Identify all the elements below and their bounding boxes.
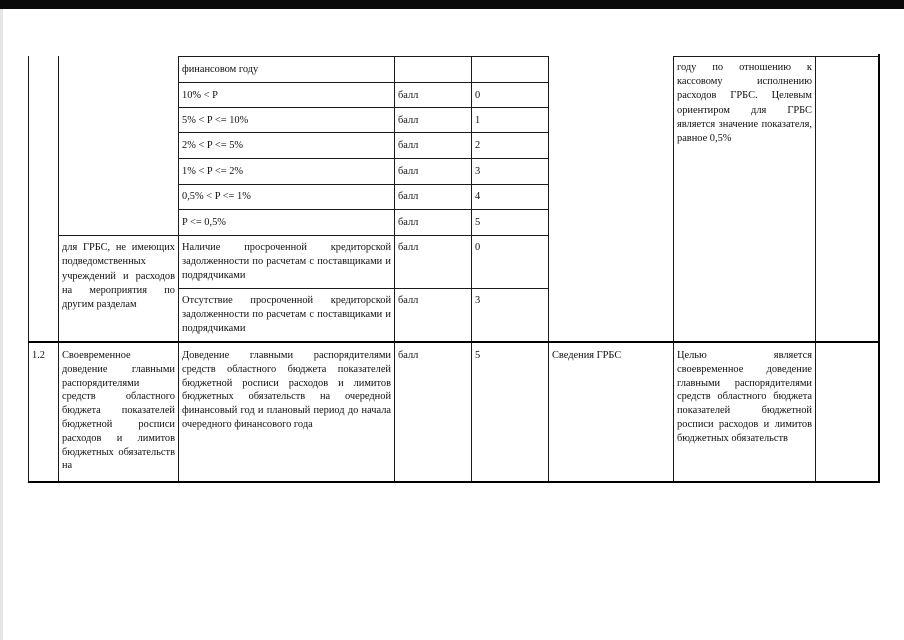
condition-cell: финансовом году <box>182 64 259 75</box>
grid-line <box>178 132 549 133</box>
unit-cell: балл <box>398 115 419 126</box>
grid-line <box>178 158 549 159</box>
unit-cell: балл <box>398 217 419 228</box>
unit-cell: балл <box>398 350 419 361</box>
grid-line <box>28 56 29 483</box>
unit-cell: балл <box>398 191 419 202</box>
row-number-cell: 1.2 <box>32 350 45 361</box>
grbs-note-cell: для ГРБС, не имеющих подведомственных учреждений и расходов на мероприятия по другим разделам <box>62 242 175 311</box>
grid-line <box>548 56 549 483</box>
grid-line <box>178 107 549 108</box>
score-cell: 0 <box>475 242 481 253</box>
comment-cell: году по отношению к кассовому исполнению расходов ГРБС. Целевым ориентиром для ГРБС является значение показателя, равное 0,5% <box>677 62 812 145</box>
score-cell: 5 <box>475 350 481 361</box>
condition-cell: 0,5% < P <= 1% <box>182 191 251 202</box>
grid-line <box>28 481 880 483</box>
unit-cell: балл <box>398 140 419 151</box>
unit-cell: балл <box>398 90 419 101</box>
score-cell: 4 <box>475 191 481 202</box>
comment-cell: Целью является своевременное доведение главными распорядителями средств областного бюджета показателей бюджетной росписи расходов и лимитов бюджетных обязательств <box>677 350 812 444</box>
grid-line <box>178 56 549 57</box>
grid-line <box>673 56 879 57</box>
condition-cell: 2% < P <= 5% <box>182 140 244 151</box>
condition-cell: 1% < P <= 2% <box>182 166 244 177</box>
indicator-cell: Своевременное доведение главными распорядителями средств областного бюджета показателей бюджетной росписи расходов и лимитов бюджетных обязательств на <box>62 350 175 472</box>
grid-line <box>58 235 549 236</box>
grid-line <box>673 56 674 483</box>
grid-line <box>28 341 880 343</box>
grid-line <box>471 56 472 483</box>
grid-line <box>178 56 179 483</box>
score-cell: 5 <box>475 217 481 228</box>
score-cell: 3 <box>475 166 481 177</box>
score-cell: 2 <box>475 140 481 151</box>
unit-cell: балл <box>398 242 419 253</box>
condition-cell: Наличие просроченной кредиторской задолженности по расчетам с поставщиками и подрядчиками <box>182 242 391 281</box>
grid-line <box>178 209 549 210</box>
grid-line <box>178 288 549 289</box>
source-cell: Сведения ГРБС <box>552 350 622 361</box>
grid-line <box>394 56 395 483</box>
condition-cell: Отсутствие просроченной кредиторской задолженности по расчетам с поставщиками и подрядчиками <box>182 295 391 334</box>
grid-line <box>878 54 880 483</box>
condition-cell: 10% < P <box>182 90 218 101</box>
score-cell: 3 <box>475 295 481 306</box>
score-cell: 1 <box>475 115 481 126</box>
unit-cell: балл <box>398 166 419 177</box>
grid-line <box>58 56 59 483</box>
grid-line <box>178 82 549 83</box>
condition-cell: 5% < P <= 10% <box>182 115 249 126</box>
score-cell: 0 <box>475 90 481 101</box>
grid-line <box>178 184 549 185</box>
condition-cell: P <= 0,5% <box>182 217 226 228</box>
grid-line <box>815 56 816 483</box>
condition-cell: Доведение главными распорядителями средств областного бюджета показателей бюджетной росписи расходов и лимитов бюджетных обязательств на очередной финансовый год и плановый период до начала очередного финансового года <box>182 350 391 430</box>
unit-cell: балл <box>398 295 419 306</box>
